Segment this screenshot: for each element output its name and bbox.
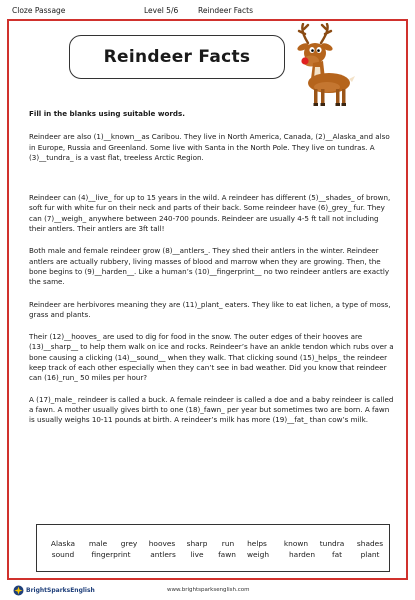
- word-bank-word: antlers: [150, 550, 176, 559]
- instructions: Fill in the blanks using suitable words.: [29, 109, 185, 118]
- word-bank-word: plant: [360, 550, 380, 559]
- word-bank-word: helps: [247, 539, 267, 548]
- word-bank-word: known: [283, 539, 309, 548]
- word-bank-word: fingerprint: [91, 550, 131, 559]
- word-bank-word: Alaska: [50, 539, 76, 548]
- word-bank-word: shades: [356, 539, 384, 548]
- paragraph-6: A (17)_male_ reindeer is called a buck. A female reindeer is called a doe and a baby reindeer is called a fawn. A mother usually gives birth to one (18)_fawn_ per year but sometimes two are born. A fawn is usually weighs 10-11 pounds at birth. A reindeer’s milk has more (19)__fat_ than cow’s milk.: [29, 394, 394, 425]
- word-bank-word: hooves: [148, 539, 176, 548]
- paragraph-2: Reindeer can (4)__live_ for up to 15 years in the wild. A reindeer has different (5)__shades_ of brown, soft fur with white fur on their neck and parts of their back. Some reindeer have (6)_grey_ fur. They can (7)__weigh_ anywhere between 240-700 pounds. Reindeer are usually 4-5 ft tall not including their antlers. Their antlers are 3ft tall!: [29, 193, 391, 234]
- word-bank-word: tundra: [319, 539, 345, 548]
- header-passage-type: Cloze Passage: [12, 6, 66, 15]
- passage-body: [29, 109, 394, 426]
- word-bank-word: sound: [51, 550, 75, 559]
- word-bank-word: harden: [288, 550, 316, 559]
- title-box: [69, 35, 285, 79]
- word-bank-word: grey: [120, 539, 138, 548]
- paragraph-5: Their (12)__hooves_ are used to dig for food in the snow. The outer edges of their hooves are (13)__sharp__ to help them walk on ice and rocks. Reindeer’s have an ankle tendon which rubs over a bone causing a clicking (14)__sound__ when they walk. That clicking sound (15)_helps_ the reindeer keep track of each other especially when they can’t see in bad weather. Did you know that reindeer can (16)_run_ 50 miles per hour?: [29, 332, 394, 383]
- word-bank-word: run: [221, 539, 235, 548]
- word-bank-word: fawn: [218, 550, 236, 559]
- word-bank-word: male: [88, 539, 108, 548]
- page-title: Reindeer Facts: [103, 47, 251, 67]
- paragraph-1: Reindeer are also (1)__known__as Caribou. They live in North America, Canada, (2)__Alaska_and also in Europe, Russia and Greenland. Some live with Santa in the North Pole. They live on tundras. A (3)__tundra_ is a vast flat, treeless Arctic Region.: [29, 132, 390, 162]
- word-bank: [36, 524, 390, 572]
- word-bank-word: fat: [331, 550, 343, 559]
- word-bank-word: sharp: [186, 539, 208, 548]
- reindeer-illustration: [281, 23, 361, 107]
- header-topic: Reindeer Facts: [198, 6, 253, 15]
- header-level: Level 5/6: [144, 6, 179, 15]
- brand-logo: [13, 585, 95, 596]
- worksheet-frame: [7, 19, 408, 580]
- word-bank-word: live: [190, 550, 204, 559]
- word-bank-word: weigh: [246, 550, 270, 559]
- logo-text: BrightSparksEnglish: [26, 587, 95, 594]
- page-header: [12, 6, 402, 18]
- website-url: www.brightsparksenglish.com: [167, 587, 250, 593]
- bright-sparks-logo-icon: [13, 585, 24, 596]
- paragraph-4: Reindeer are herbivores meaning they are (11)_plant_ eaters. They like to eat lichen, a type of moss, grass and plants.: [29, 299, 391, 319]
- word-bank-row-1: [37, 539, 389, 550]
- word-bank-row-2: [37, 550, 389, 561]
- paragraph-3: Both male and female reindeer grow (8)__antlers_. They shed their antlers in the winter. Reindeer antlers are actually rubbery, living masses of blood and marrow when they are growing. Then, the bone begins to (9)__harden__. Like a human’s (10)__fingerprint__ no two reindeer antlers are exactly the same.: [29, 246, 390, 287]
- page-footer: [7, 584, 408, 598]
